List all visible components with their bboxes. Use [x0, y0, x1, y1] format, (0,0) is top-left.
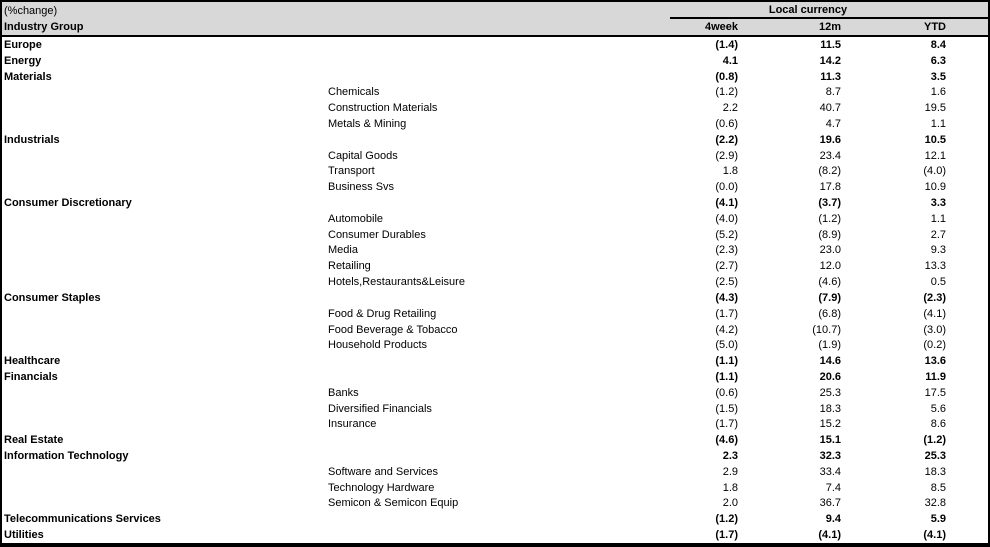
value-4week: (1.1): [715, 355, 738, 368]
table-row: [2, 258, 988, 274]
value-12m: 33.4: [819, 465, 841, 478]
value-ytd: 9.3: [930, 244, 946, 257]
industry-label: Transport: [328, 165, 375, 178]
value-ytd: (2.3): [923, 291, 946, 304]
industry-label: Food & Drug Retailing: [328, 307, 437, 320]
industry-label: Materials: [4, 70, 52, 83]
value-12m: 14.2: [819, 54, 841, 67]
table-row: [2, 116, 988, 132]
value-ytd: (4.1): [923, 307, 946, 320]
value-ytd: (4.1): [923, 529, 946, 542]
table-row: [2, 369, 988, 385]
value-12m: (8.9): [818, 228, 841, 241]
value-ytd: 3.3: [930, 197, 946, 210]
value-ytd: 5.6: [930, 402, 946, 415]
table-row: [2, 227, 988, 243]
local-currency-group-label: Local currency: [768, 3, 848, 16]
value-12m: (3.7): [818, 197, 841, 210]
value-4week: (5.0): [715, 339, 738, 352]
industry-group-header: Industry Group: [4, 21, 84, 33]
percent-change-label: (%change): [4, 4, 58, 17]
industry-label: Financials: [4, 370, 58, 383]
industry-label: Technology Hardware: [328, 481, 435, 494]
value-ytd: 10.9: [924, 181, 946, 194]
industry-label: Europe: [4, 38, 42, 51]
value-ytd: 13.6: [924, 355, 946, 368]
table-row: [2, 274, 988, 290]
value-12m: 12.0: [819, 260, 841, 273]
table-row: [2, 195, 988, 211]
industry-label: Business Svs: [328, 181, 395, 194]
value-ytd: (1.2): [923, 434, 946, 447]
value-ytd: (3.0): [923, 323, 946, 336]
industry-label: Software and Services: [328, 465, 439, 478]
value-12m: 15.2: [819, 418, 841, 431]
table-row: [2, 464, 988, 480]
value-4week: (1.2): [715, 513, 738, 526]
value-12m: 17.8: [819, 181, 841, 194]
table-row: [2, 448, 988, 464]
value-ytd: 5.9: [930, 513, 946, 526]
industry-label: Semicon & Semicon Equip: [328, 497, 459, 510]
value-ytd: 6.3: [930, 54, 946, 67]
value-ytd: 3.5: [930, 70, 946, 83]
value-4week: (4.2): [715, 323, 738, 336]
table-row: [2, 417, 988, 433]
table-row: [2, 432, 988, 448]
column-header-ytd: YTD: [924, 21, 946, 33]
industry-label: Food Beverage & Tobacco: [328, 323, 458, 336]
value-ytd: 10.5: [924, 133, 946, 146]
value-4week: (0.6): [715, 386, 738, 399]
industry-label: Hotels,Restaurants&Leisure: [328, 276, 465, 289]
value-ytd: 8.6: [930, 418, 946, 431]
value-ytd: 18.3: [924, 465, 946, 478]
table-row: [2, 164, 988, 180]
value-4week: (4.3): [715, 291, 738, 304]
table-row: [2, 148, 988, 164]
value-4week: (2.9): [715, 149, 738, 162]
table-row: [2, 527, 988, 543]
value-12m: (1.2): [818, 212, 841, 225]
table-row: [2, 511, 988, 527]
industry-label: Consumer Durables: [328, 228, 426, 241]
value-4week: (0.6): [715, 117, 738, 130]
industry-label: Construction Materials: [328, 102, 438, 115]
table-row: [2, 132, 988, 148]
table-row: [2, 290, 988, 306]
value-4week: (4.0): [715, 212, 738, 225]
value-4week: 1.8: [722, 481, 738, 494]
value-ytd: 25.3: [924, 450, 946, 463]
table-row: [2, 385, 988, 401]
value-4week: (1.7): [715, 529, 738, 542]
value-12m: 11.5: [820, 38, 841, 51]
industry-label: Metals & Mining: [328, 117, 407, 130]
value-4week: 2.2: [722, 102, 738, 115]
value-ytd: 32.8: [924, 497, 946, 510]
value-ytd: 1.1: [930, 212, 946, 225]
value-4week: (2.7): [715, 260, 738, 273]
industry-label: Information Technology: [4, 450, 129, 463]
table-row: [2, 401, 988, 417]
value-4week: (1.2): [715, 86, 738, 99]
value-4week: (1.7): [715, 418, 738, 431]
value-12m: (7.9): [818, 291, 841, 304]
industry-label: Energy: [4, 54, 42, 67]
industry-label: Media: [328, 244, 358, 257]
table-row: [2, 322, 988, 338]
value-12m: (4.6): [818, 276, 841, 289]
value-ytd: 8.4: [930, 38, 946, 51]
column-header-4week: 4week: [704, 21, 738, 33]
value-ytd: 17.5: [924, 386, 946, 399]
industry-label: Consumer Staples: [4, 291, 101, 304]
value-4week: (4.6): [715, 434, 738, 447]
industry-label: Telecommunications Services: [4, 513, 161, 526]
table-row: [2, 306, 988, 322]
value-12m: 20.6: [819, 370, 841, 383]
value-12m: 36.7: [819, 497, 841, 510]
industry-label: Retailing: [328, 260, 371, 273]
industry-label: Healthcare: [4, 355, 61, 368]
value-ytd: (0.2): [923, 339, 946, 352]
value-12m: 7.4: [825, 481, 841, 494]
value-ytd: 2.7: [930, 228, 946, 241]
value-12m: 23.4: [819, 149, 841, 162]
table-row: [2, 353, 988, 369]
value-4week: 1.8: [722, 165, 738, 178]
value-ytd: 12.1: [924, 149, 946, 162]
value-4week: (1.5): [715, 402, 738, 415]
table-row: [2, 480, 988, 496]
value-4week: (5.2): [715, 228, 738, 241]
value-4week: 2.3: [722, 450, 738, 463]
table-header-row-2: [2, 19, 988, 37]
value-12m: (4.1): [818, 529, 841, 542]
industry-label: Chemicals: [328, 86, 380, 99]
table-row: [2, 243, 988, 259]
value-12m: 4.7: [825, 117, 841, 130]
table-row: [2, 84, 988, 100]
value-12m: 15.1: [819, 434, 841, 447]
value-ytd: (4.0): [923, 165, 946, 178]
value-12m: 18.3: [819, 402, 841, 415]
value-12m: (1.9): [818, 339, 841, 352]
table-row: [2, 37, 988, 53]
value-12m: 32.3: [819, 450, 841, 463]
value-4week: (2.3): [715, 244, 738, 257]
value-12m: (8.2): [818, 165, 841, 178]
industry-label: Industrials: [4, 133, 60, 146]
industry-label: Utilities: [4, 529, 44, 542]
value-4week: (2.5): [715, 276, 738, 289]
industry-label: Insurance: [328, 418, 377, 431]
table-row: [2, 53, 988, 69]
value-12m: (10.7): [812, 323, 841, 336]
value-ytd: 1.6: [930, 86, 946, 99]
table-row: [2, 496, 988, 512]
table-row: [2, 337, 988, 353]
value-ytd: 19.5: [924, 102, 946, 115]
industry-label: Household Products: [328, 339, 428, 352]
column-header-12m: 12m: [818, 21, 841, 33]
value-4week: (4.1): [715, 197, 738, 210]
value-12m: 9.4: [825, 513, 841, 526]
value-ytd: 1.1: [930, 117, 946, 130]
table-row: [2, 69, 988, 85]
table-row: [2, 179, 988, 195]
value-4week: (2.2): [715, 133, 738, 146]
value-12m: 11.3: [820, 70, 841, 83]
value-12m: 19.6: [819, 133, 841, 146]
value-12m: 25.3: [819, 386, 841, 399]
industry-label: Automobile: [328, 212, 384, 225]
value-12m: (6.8): [818, 307, 841, 320]
table-row: [2, 100, 988, 116]
industry-label: Diversified Financials: [328, 402, 432, 415]
value-4week: (1.7): [715, 307, 738, 320]
table-body: [2, 37, 988, 543]
value-4week: 2.9: [722, 465, 738, 478]
value-12m: 14.6: [819, 355, 841, 368]
value-12m: 23.0: [819, 244, 841, 257]
value-12m: 8.7: [825, 86, 841, 99]
table-header-row-1: [2, 2, 988, 19]
value-4week: 4.1: [722, 54, 738, 67]
value-4week: 2.0: [722, 497, 738, 510]
value-4week: (0.0): [715, 181, 738, 194]
value-ytd: 8.5: [930, 481, 946, 494]
industry-label: Real Estate: [4, 434, 64, 447]
table-row: [2, 211, 988, 227]
value-ytd: 0.5: [930, 276, 946, 289]
value-4week: (0.8): [715, 70, 738, 83]
value-ytd: 13.3: [924, 260, 946, 273]
local-currency-group-header: [670, 2, 988, 19]
value-ytd: 11.9: [925, 370, 946, 383]
value-4week: (1.4): [715, 38, 738, 51]
industry-label: Consumer Discretionary: [4, 197, 132, 210]
industry-label: Banks: [328, 386, 359, 399]
industry-label: Capital Goods: [328, 149, 398, 162]
value-4week: (1.1): [715, 370, 738, 383]
value-12m: 40.7: [819, 102, 841, 115]
